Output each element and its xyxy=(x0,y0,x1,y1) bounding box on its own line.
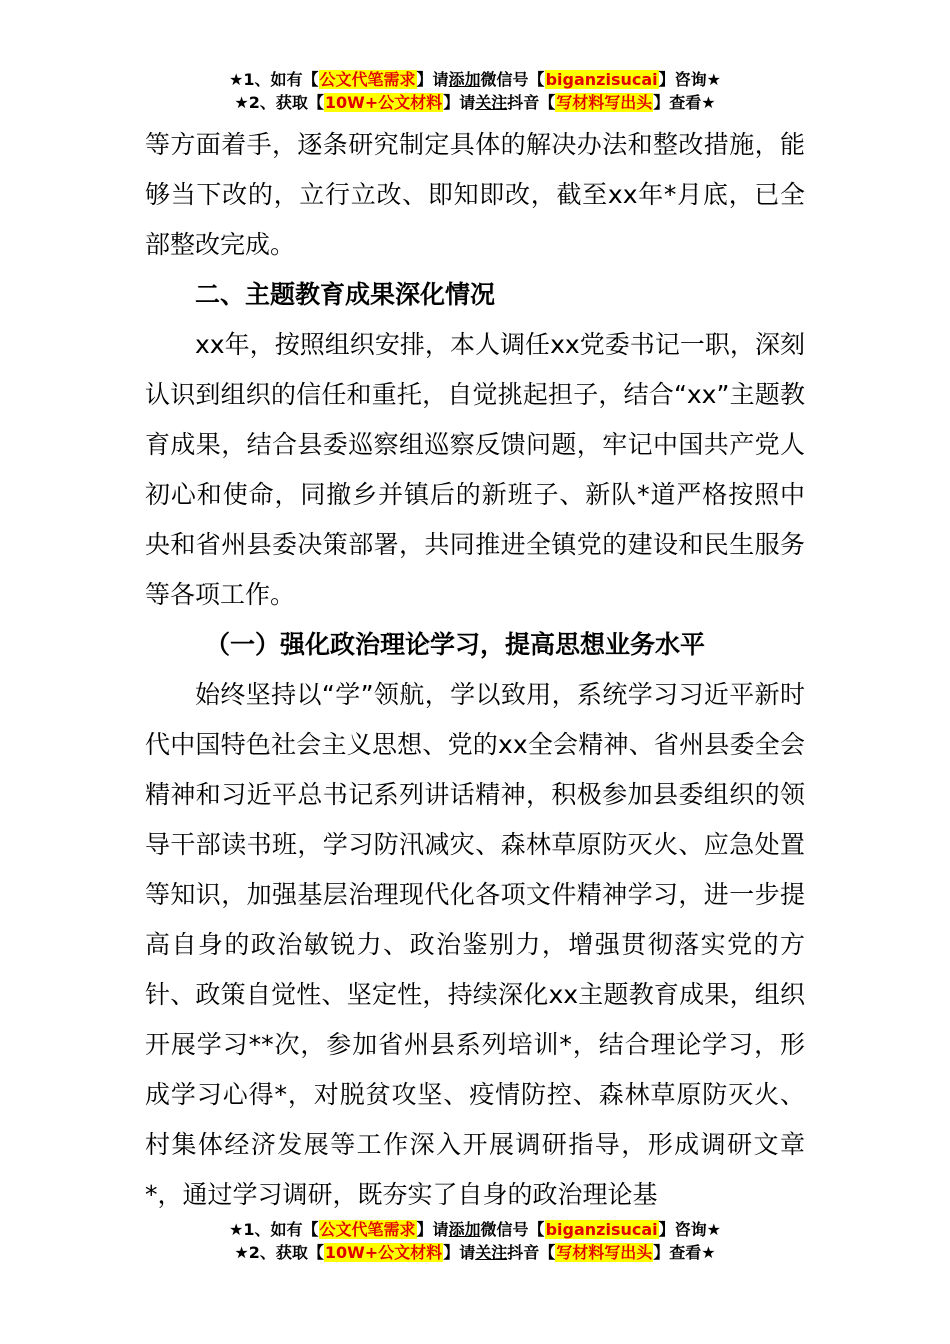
highlight-text: 写材料写出头 xyxy=(556,1243,653,1262)
banner-line-1: ★1、如有【公文代笔需求】请添加微信号【biganzisucai】咨询★ xyxy=(229,1220,721,1239)
highlight-text: 公文代笔需求 xyxy=(319,1220,416,1239)
highlight-text: biganzisucai xyxy=(545,1220,658,1239)
highlight-text: 公文代笔需求 xyxy=(319,70,416,89)
banner-line-2: ★2、获取【10W+公文材料】请关注抖音【写材料写出头】查看★ xyxy=(234,93,716,112)
banner-line-2: ★2、获取【10W+公文材料】请关注抖音【写材料写出头】查看★ xyxy=(234,1243,716,1262)
highlight-text: 写材料写出头 xyxy=(556,93,653,112)
highlight-text: 10W+公文材料 xyxy=(324,1243,443,1262)
paragraph: 始终坚持以“学”领航，学以致用，系统学习习近平新时代中国特色社会主义思想、党的xx全会精神、省州县委全会精神和习近平总书记系列讲话精神，积极参加县委组织的领导干部读书班，学习防汛减灾、森林草原防灭火、应急处置等知识，加强基层治理现代化各项文件精神学习，进一步提高自身的政治敏锐力、政治鉴别力，增强贯彻落实党的方针、政策自觉性、坚定性，持续深化xx主题教育成果，组织开展学习**次，参加省州县系列培训*，结合理论学习，形成学习心得*，对脱贫攻坚、疫情防控、森林草原防灭火、村集体经济发展等工作深入开展调研指导，形成调研文章*，通过学习调研，既夯实了自身的政治理论基 xyxy=(145,680,805,1209)
section-heading: 二、主题教育成果深化情况 xyxy=(195,280,496,309)
banner-line-1: ★1、如有【公文代笔需求】请添加微信号【biganzisucai】咨询★ xyxy=(229,70,721,89)
header-banner xyxy=(0,68,950,114)
highlight-text: biganzisucai xyxy=(545,70,658,89)
paragraph: xx年，按照组织安排，本人调任xx党委书记一职，深刻认识到组织的信任和重托，自觉挑起担子，结合“xx”主题教育成果，结合县委巡察组巡察反馈问题，牢记中国共产党人初心和使命，同撤乡并镇后的新班子、新队*道严格按照中央和省州县委决策部署，共同推进全镇党的建设和民生服务等各项工作。 xyxy=(145,330,805,609)
footer-banner xyxy=(0,1218,950,1264)
document-body xyxy=(145,120,805,1220)
subsection-heading: （一）强化政治理论学习，提高思想业务水平 xyxy=(205,630,706,659)
highlight-text: 10W+公文材料 xyxy=(324,93,443,112)
paragraph: 等方面着手，逐条研究制定具体的解决办法和整改措施，能够当下改的，立行立改、即知即改，截至xx年*月底，已全部整改完成。 xyxy=(145,130,805,259)
